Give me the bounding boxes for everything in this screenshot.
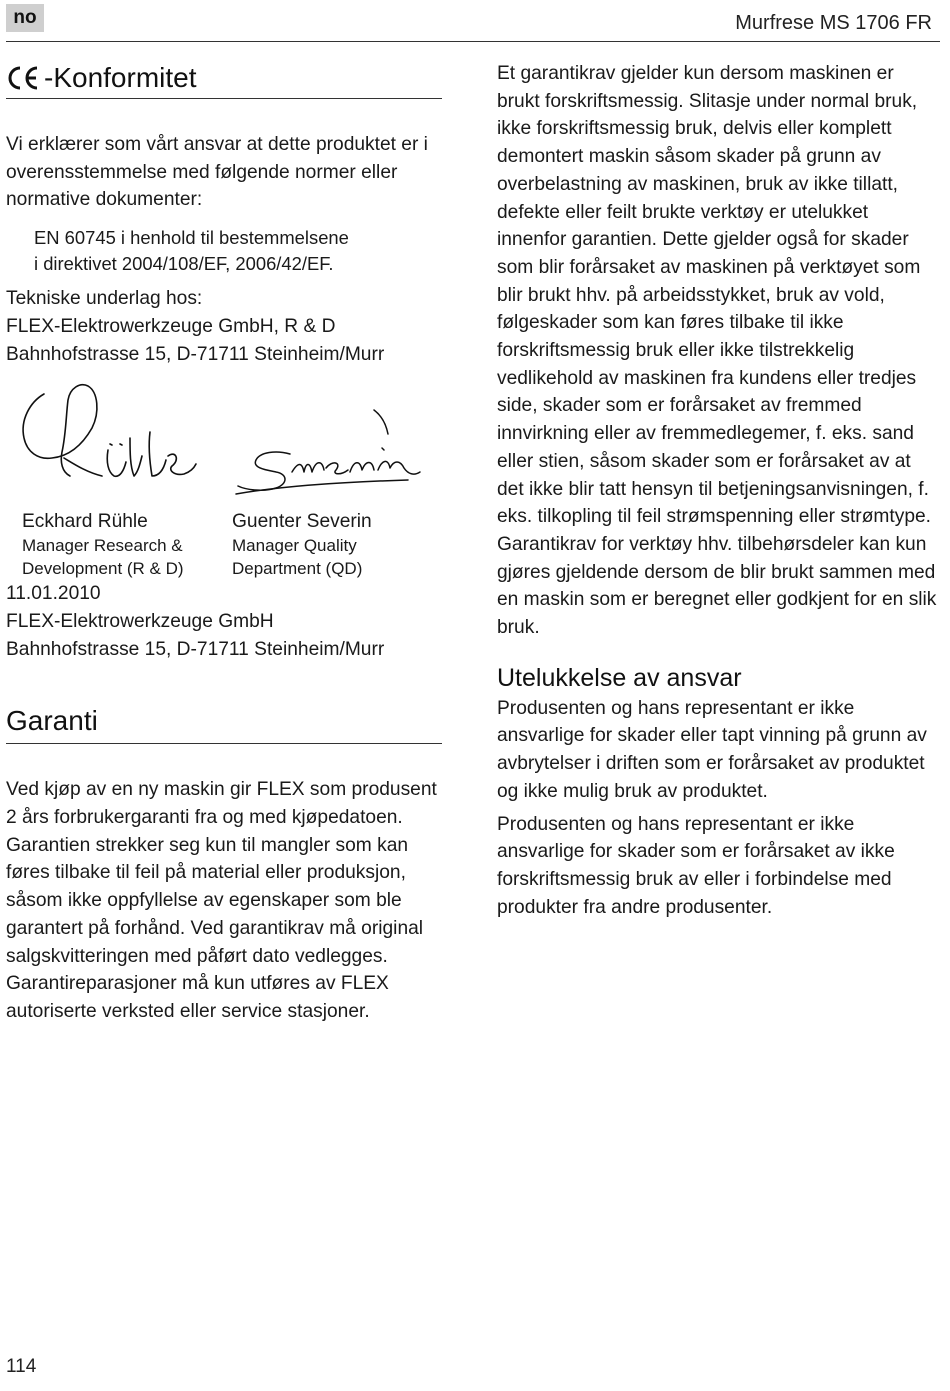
ce-mark-icon (6, 65, 42, 91)
garanti-heading: Garanti (6, 705, 98, 737)
technical-docs-address: Bahnhofstrasse 15, D-71711 Steinheim/Murr (6, 343, 385, 365)
signer-ruehle (22, 508, 232, 580)
signature-severin (232, 398, 432, 508)
technical-docs-label: Tekniske underlag hos: (6, 288, 203, 310)
signer-role-line-2: Development (R & D) (22, 558, 184, 578)
signer-severin (232, 508, 442, 580)
signer-name: Guenter Severin (232, 511, 372, 533)
conformity-divider (6, 98, 442, 99)
signer-list (22, 508, 442, 580)
left-column (6, 58, 442, 1026)
declaration-date: 11.01.2010 (6, 583, 101, 605)
conformity-heading (6, 58, 442, 98)
conformity-heading-text: -Konformitet (44, 62, 197, 93)
liability-heading: Utelukkelse av ansvar (497, 663, 742, 692)
company-name: FLEX-Elektrowerkzeuge GmbH (6, 610, 274, 632)
signatures (6, 368, 442, 508)
signer-role-line-1: Manager Research & (22, 536, 183, 556)
signer-role-line-2: Department (QD) (232, 558, 363, 578)
liability-paragraph-1: Produsenten og hans representant er ikke ansvarlige for skader eller tapt vinning på grunn av avbrytelser i driften som er forårsaket av produktet og ikke mulig bruk av produktet. (497, 697, 927, 802)
language-tag: no (6, 4, 44, 32)
garanti-body: Ved kjøp av en ny maskin gir FLEX som produsent 2 års forbrukergaranti fra og med kjøpedatoen. Garantien strekker seg kun til mangler som kan føres tilbake til feil på material eller produksjon, såsom ikke oppfyllelse av egenskaper som ble garantert på forhånd. Ved garantikrav må original salgskvitteringen med påført dato vedlegges. Garantireparasjoner må kun utføres av FLEX autoriserte verksted eller service stasjoner. (6, 779, 437, 1022)
warranty-terms: Et garantikrav gjelder kun dersom maskinen er brukt forskriftsmessig. Slitasje under normal bruk, ikke forskriftsmessig bruk, delvis eller komplett demontert maskin såsom skader på grunn av overbelastning av maskinen, bruk av ikke tillatt, defekte eller feilt brukte verktøy er utelukket innenfor garantien. Dette gjelder også for skader som blir forårsaket av maskinen på verktøyet som blir brukt hhv. på arbeidsstykket, bruk av vold, følgeskader som kan føres tilbake til ikke forskriftsmessig bruk eller ikke tilstrekkelig vedlikehold av maskinen fra kundens eller tredjes side, skader som er forårsaket av fremmed innvirkning eller av fremmedlegemer, f. eks. sand eller stien, såsom skader som er forårsaket av at det ikke blir tatt hensyn til betjeningsanvisningen, f. eks. tilkopling til feil strømspenning eller strømtype. Garantikrav for verktøy hhv. tilbehørsdeler kan kun gjøres gjeldende dersom de blir brukt sammen med en maskin som er beregnet eller godkjent for en slik bruk. (497, 63, 937, 639)
signer-role-line-1: Manager Quality (232, 536, 357, 556)
right-column (497, 60, 937, 921)
standards-line-2: i direktivet 2004/108/EF, 2006/42/EF. (34, 253, 334, 275)
signer-name: Eckhard Rühle (22, 511, 148, 533)
liability-paragraph-2: Produsenten og hans representant er ikke ansvarlige for skader som er forårsaket av ikke forskriftsmessig bruk av eller i forbindelse med produkter fra andre produsenter. (497, 813, 895, 918)
company-address: Bahnhofstrasse 15, D-71711 Steinheim/Murr (6, 638, 385, 660)
document-title: Murfrese MS 1706 FR (735, 12, 932, 34)
standards-line-1: EN 60745 i henhold til bestemmelsene (34, 227, 349, 249)
technical-docs-company: FLEX-Elektrowerkzeuge GmbH, R & D (6, 315, 336, 337)
page-number: 114 (6, 1356, 37, 1377)
conformity-intro: Vi erklærer som vårt ansvar at dette produktet er i overensstemmelse med følgende normer eller normative dokumenter: (6, 134, 428, 211)
header-divider (6, 41, 940, 42)
garanti-divider (6, 743, 442, 744)
signature-ruehle (12, 372, 202, 507)
